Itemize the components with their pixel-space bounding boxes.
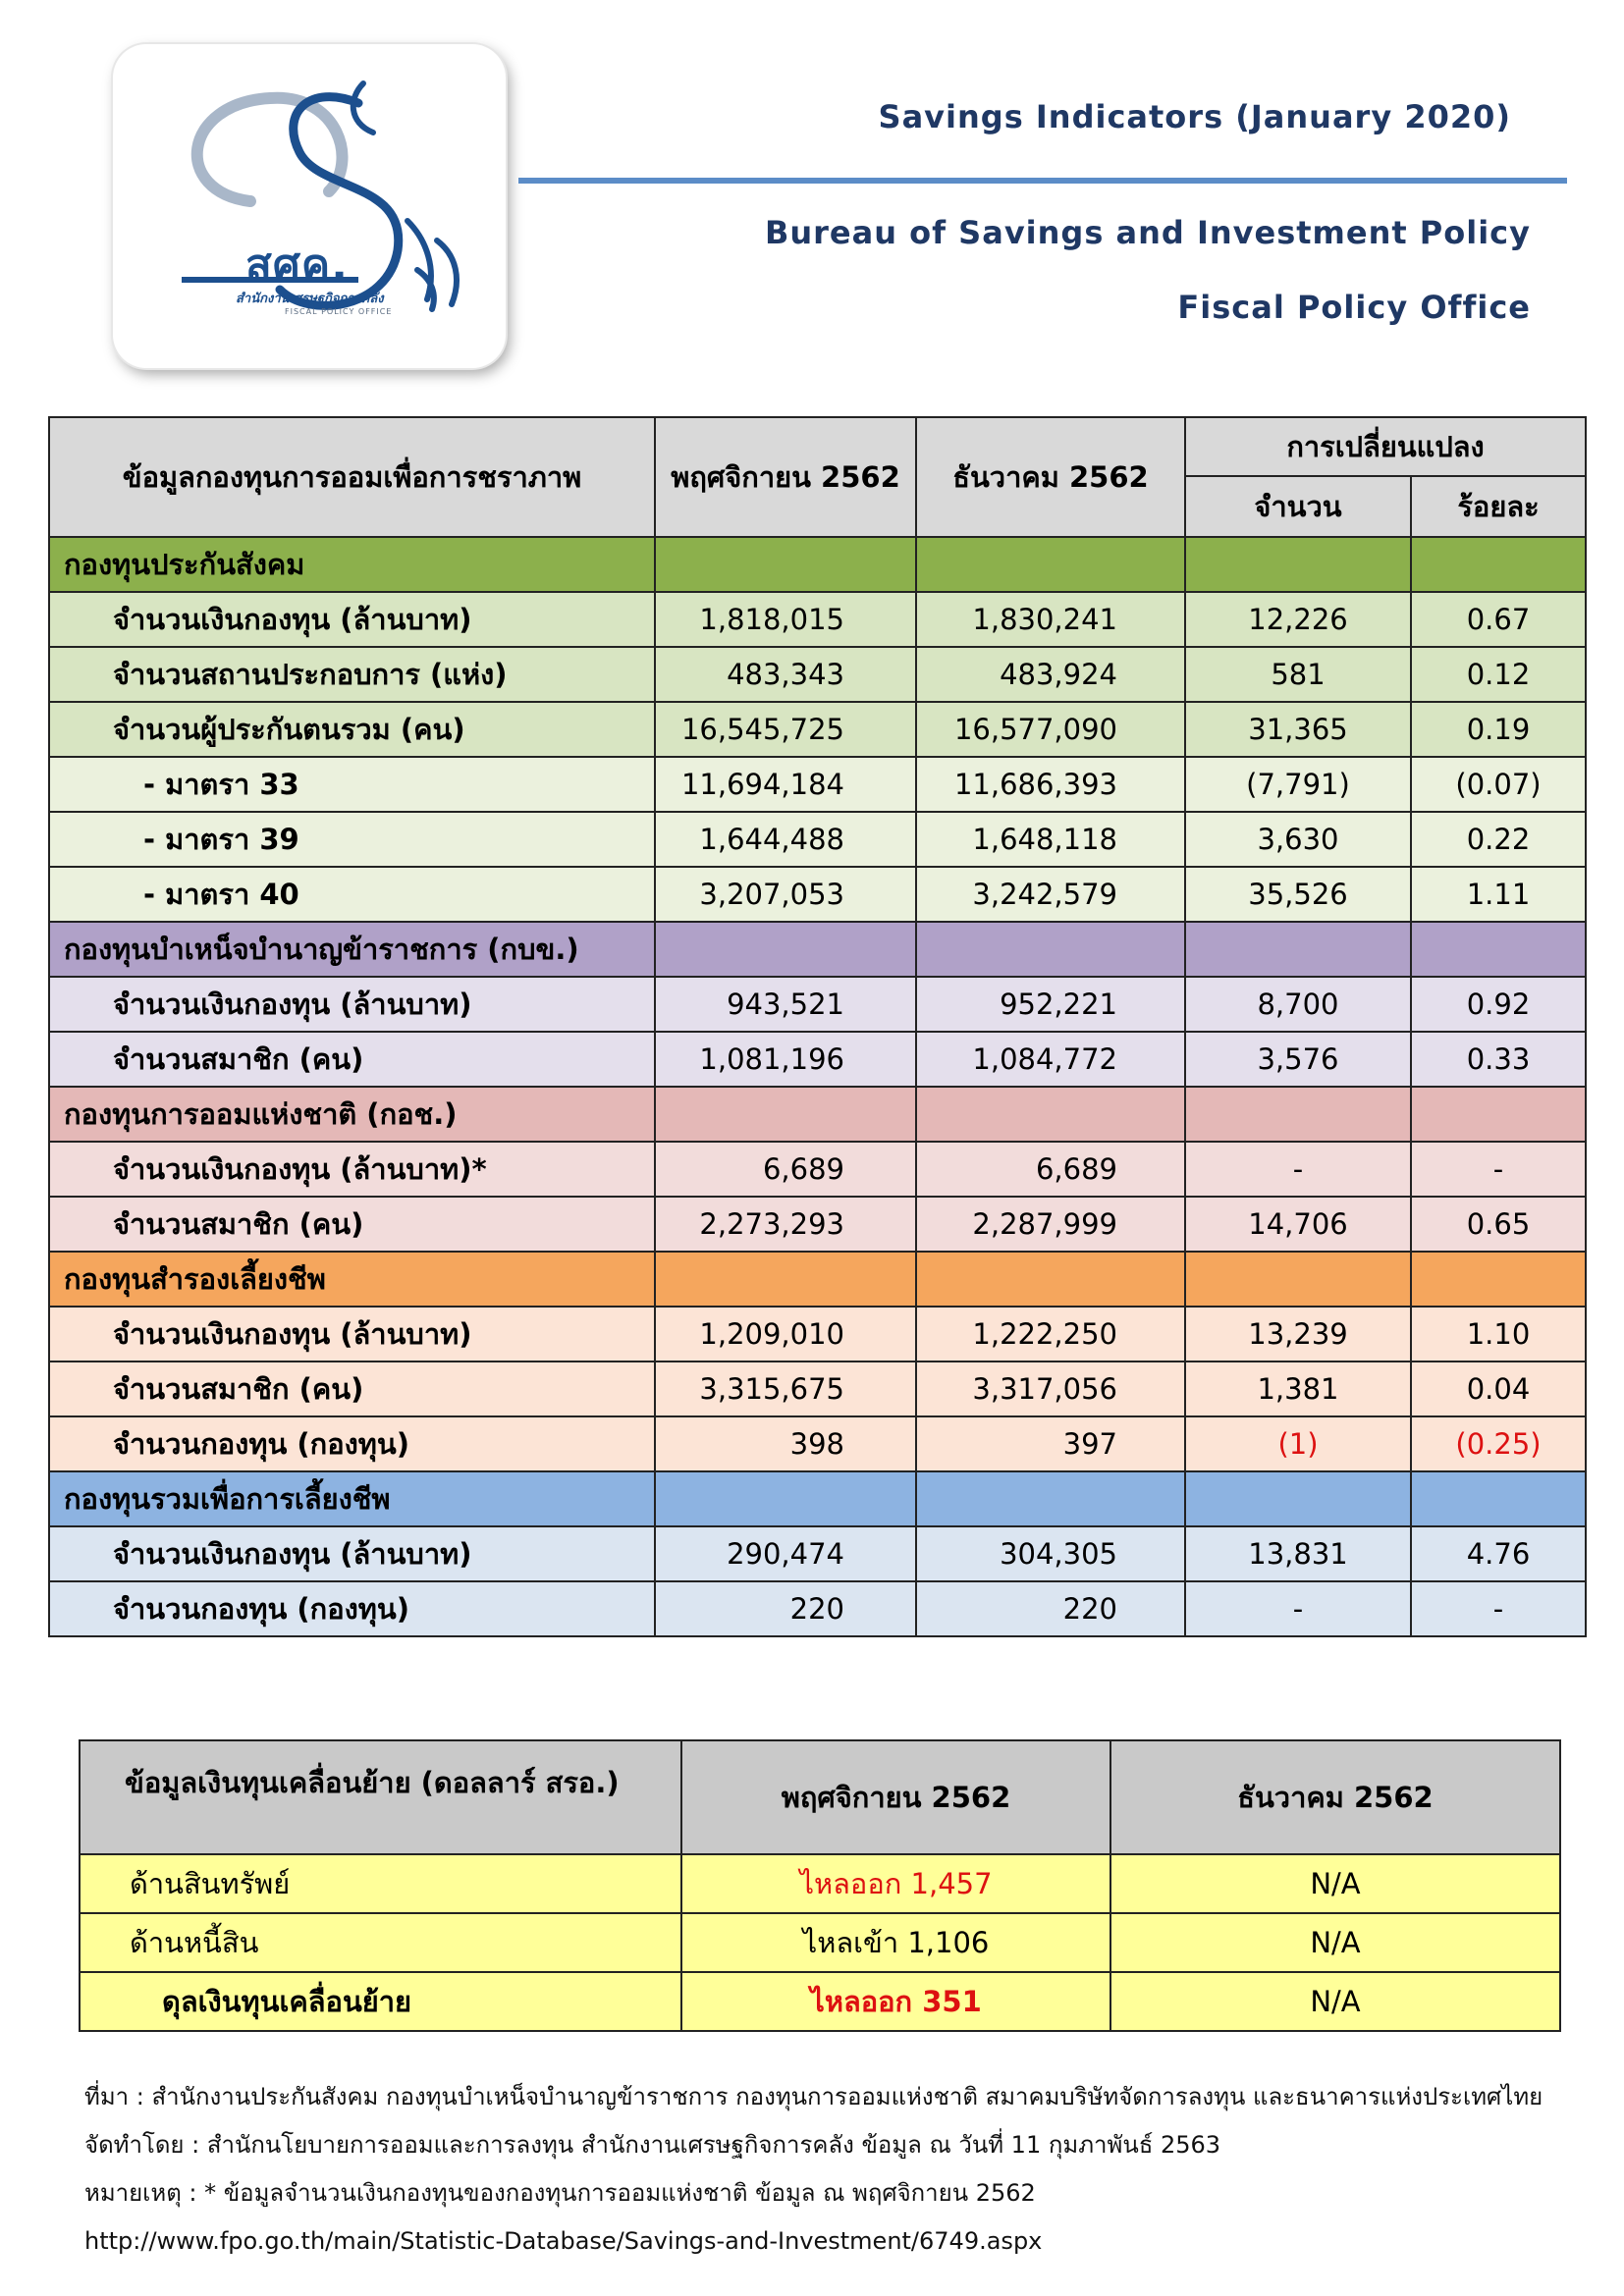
cell-dec: 1,084,772: [916, 1032, 1185, 1087]
row-label: จำนวนสมาชิก (คน): [49, 1362, 655, 1416]
table-row: [49, 1526, 1586, 1581]
section-title: กองทุนรวมเพื่อการเลี้ยงชีพ: [49, 1471, 655, 1526]
cell-dec: 1,648,118: [916, 812, 1185, 867]
flow-row-label: ดุลเงินทุนเคลื่อนย้าย: [80, 1972, 681, 2031]
section-row: [49, 537, 1586, 592]
flow-cell-dec: N/A: [1110, 1854, 1560, 1913]
flow-row-label: ด้านหนี้สิน: [80, 1913, 681, 1972]
cell-amount: 13,239: [1185, 1307, 1411, 1362]
cell-nov: 943,521: [655, 977, 916, 1032]
section-title: กองทุนสำรองเลี้ยงชีพ: [49, 1252, 655, 1307]
table-row: [49, 1362, 1586, 1416]
cell-nov: 398: [655, 1416, 916, 1471]
header-amount: จำนวน: [1185, 476, 1411, 537]
row-label: จำนวนสมาชิก (คน): [49, 1197, 655, 1252]
table-row: [49, 757, 1586, 812]
cell-amount: 581: [1185, 647, 1411, 702]
cell-percent: 1.11: [1411, 867, 1586, 922]
cell-dec: 483,924: [916, 647, 1185, 702]
cell-percent: 1.10: [1411, 1307, 1586, 1362]
section-title: กองทุนประกันสังคม: [49, 537, 655, 592]
page-title: Savings Indicators (January 2020): [878, 98, 1511, 135]
cell-nov: 290,474: [655, 1526, 916, 1581]
fpo-logo-graphic: [113, 44, 506, 368]
flow-cell-nov: ไหลออก 351: [681, 1972, 1110, 2031]
table-row: [49, 702, 1586, 757]
cell-amount: 12,226: [1185, 592, 1411, 647]
row-label: จำนวนเงินกองทุน (ล้านบาท): [49, 1307, 655, 1362]
cell-amount: 14,706: [1185, 1197, 1411, 1252]
table-row: [49, 1032, 1586, 1087]
header-divider: [518, 178, 1567, 184]
cell-amount: -: [1185, 1581, 1411, 1636]
cell-nov: 1,818,015: [655, 592, 916, 647]
row-label: - มาตรา 39: [49, 812, 655, 867]
row-label: จำนวนเงินกองทุน (ล้านบาท): [49, 592, 655, 647]
cell-nov: 220: [655, 1581, 916, 1636]
cell-nov: 6,689: [655, 1142, 916, 1197]
cell-percent: 0.92: [1411, 977, 1586, 1032]
cell-amount: 35,526: [1185, 867, 1411, 922]
cell-dec: 3,242,579: [916, 867, 1185, 922]
footnotes: [84, 2073, 1543, 2266]
note-remark: หมายเหตุ : * ข้อมูลจำนวนเงินกองทุนของกองทุนการออมแห่งชาติ ข้อมูล ณ พฤศจิกายน 2562: [84, 2179, 1036, 2207]
flow-header-dec: ธันวาคม 2562: [1110, 1740, 1560, 1854]
section-row: [49, 1087, 1586, 1142]
cell-percent: 0.04: [1411, 1362, 1586, 1416]
row-label: จำนวนสมาชิก (คน): [49, 1032, 655, 1087]
office-name: Fiscal Policy Office: [1177, 289, 1531, 326]
cell-nov: 1,081,196: [655, 1032, 916, 1087]
cell-dec: 952,221: [916, 977, 1185, 1032]
cell-amount: -: [1185, 1142, 1411, 1197]
cell-amount: 31,365: [1185, 702, 1411, 757]
bureau-name: Bureau of Savings and Investment Policy: [764, 214, 1531, 251]
row-label: จำนวนเงินกองทุน (ล้านบาท): [49, 1526, 655, 1581]
cell-percent: (0.07): [1411, 757, 1586, 812]
table-row: [49, 592, 1586, 647]
capital-flow-table: [79, 1739, 1561, 2032]
flow-row: [80, 1972, 1560, 2031]
table-row: [49, 1581, 1586, 1636]
cell-nov: 1,209,010: [655, 1307, 916, 1362]
cell-dec: 397: [916, 1416, 1185, 1471]
flow-cell-nov: ไหลเข้า 1,106: [681, 1913, 1110, 1972]
table-row: [49, 1142, 1586, 1197]
header-dec: ธันวาคม 2562: [916, 417, 1185, 537]
logo-mark: สศค.: [245, 240, 349, 291]
table-row: [49, 1307, 1586, 1362]
row-label: จำนวนกองทุน (กองทุน): [49, 1416, 655, 1471]
cell-percent: 0.19: [1411, 702, 1586, 757]
flow-cell-dec: N/A: [1110, 1972, 1560, 2031]
cell-amount: (7,791): [1185, 757, 1411, 812]
row-label: - มาตรา 33: [49, 757, 655, 812]
cell-percent: 0.12: [1411, 647, 1586, 702]
cell-amount: 1,381: [1185, 1362, 1411, 1416]
row-label: จำนวนเงินกองทุน (ล้านบาท): [49, 977, 655, 1032]
flow-row: [80, 1854, 1560, 1913]
cell-amount: 8,700: [1185, 977, 1411, 1032]
flow-cell-dec: N/A: [1110, 1913, 1560, 1972]
section-row: [49, 1471, 1586, 1526]
flow-row: [80, 1913, 1560, 1972]
table-row: [49, 647, 1586, 702]
section-title: กองทุนบำเหน็จบำนาญข้าราชการ (กบข.): [49, 922, 655, 977]
cell-dec: 6,689: [916, 1142, 1185, 1197]
cell-nov: 1,644,488: [655, 812, 916, 867]
cell-amount: 3,630: [1185, 812, 1411, 867]
row-label: จำนวนเงินกองทุน (ล้านบาท)*: [49, 1142, 655, 1197]
row-label: จำนวนผู้ประกันตนรวม (คน): [49, 702, 655, 757]
cell-dec: 304,305: [916, 1526, 1185, 1581]
section-row: [49, 922, 1586, 977]
cell-percent: 4.76: [1411, 1526, 1586, 1581]
logo-subtitle-thai: สำนักงานเศรษฐกิจการคลัง: [236, 292, 384, 306]
section-title: กองทุนการออมแห่งชาติ (กอช.): [49, 1087, 655, 1142]
table-row: [49, 812, 1586, 867]
cell-dec: 3,317,056: [916, 1362, 1185, 1416]
flow-cell-nov: ไหลออก 1,457: [681, 1854, 1110, 1913]
header-change: การเปลี่ยนแปลง: [1185, 417, 1586, 476]
cell-dec: 2,287,999: [916, 1197, 1185, 1252]
cell-percent: 0.67: [1411, 592, 1586, 647]
cell-amount: 3,576: [1185, 1032, 1411, 1087]
fpo-logo: [113, 44, 506, 368]
cell-nov: 483,343: [655, 647, 916, 702]
cell-percent: 0.33: [1411, 1032, 1586, 1087]
cell-percent-negative: (0.25): [1411, 1416, 1586, 1471]
table-row: [49, 1197, 1586, 1252]
cell-dec: 16,577,090: [916, 702, 1185, 757]
row-label: จำนวนสถานประกอบการ (แห่ง): [49, 647, 655, 702]
cell-amount: 13,831: [1185, 1526, 1411, 1581]
cell-dec: 1,830,241: [916, 592, 1185, 647]
flow-header-nov: พฤศจิกายน 2562: [681, 1740, 1110, 1854]
source-link[interactable]: http://www.fpo.go.th/main/Statistic-Database/Savings-and-Investment/6749.aspx: [84, 2227, 1043, 2255]
cell-nov: 3,315,675: [655, 1362, 916, 1416]
table-row: [49, 867, 1586, 922]
row-label: จำนวนกองทุน (กองทุน): [49, 1581, 655, 1636]
cell-nov: 3,207,053: [655, 867, 916, 922]
header-nov: พฤศจิกายน 2562: [655, 417, 916, 537]
section-row: [49, 1252, 1586, 1307]
table-row: [49, 1416, 1586, 1471]
note-prepared-by: จัดทำโดย : สำนักนโยบายการออมและการลงทุน สำนักงานเศรษฐกิจการคลัง ข้อมูล ณ วันที่ 11 กุมภาพันธ์ 2563: [84, 2131, 1221, 2159]
flow-row-label: ด้านสินทรัพย์: [80, 1854, 681, 1913]
cell-percent: -: [1411, 1581, 1586, 1636]
cell-dec: 1,222,250: [916, 1307, 1185, 1362]
header-item: ข้อมูลกองทุนการออมเพื่อการชราภาพ: [49, 417, 655, 537]
row-label: - มาตรา 40: [49, 867, 655, 922]
note-source: ที่มา : สำนักงานประกันสังคม กองทุนบำเหน็จบำนาญข้าราชการ กองทุนการออมแห่งชาติ สมาคมบริษัทจัดการลงทุน และธนาคารแห่งประเทศไทย: [84, 2083, 1543, 2110]
savings-funds-table: [48, 416, 1587, 1637]
cell-percent: -: [1411, 1142, 1586, 1197]
flow-header-item: ข้อมูลเงินทุนเคลื่อนย้าย (ดอลลาร์ สรอ.): [80, 1740, 681, 1854]
table-row: [49, 977, 1586, 1032]
cell-nov: 16,545,725: [655, 702, 916, 757]
cell-dec: 11,686,393: [916, 757, 1185, 812]
header-percent: ร้อยละ: [1411, 476, 1586, 537]
cell-nov: 2,273,293: [655, 1197, 916, 1252]
logo-subtitle-english: FISCAL POLICY OFFICE: [285, 307, 393, 316]
cell-amount-negative: (1): [1185, 1416, 1411, 1471]
cell-percent: 0.65: [1411, 1197, 1586, 1252]
cell-percent: 0.22: [1411, 812, 1586, 867]
cell-nov: 11,694,184: [655, 757, 916, 812]
cell-dec: 220: [916, 1581, 1185, 1636]
